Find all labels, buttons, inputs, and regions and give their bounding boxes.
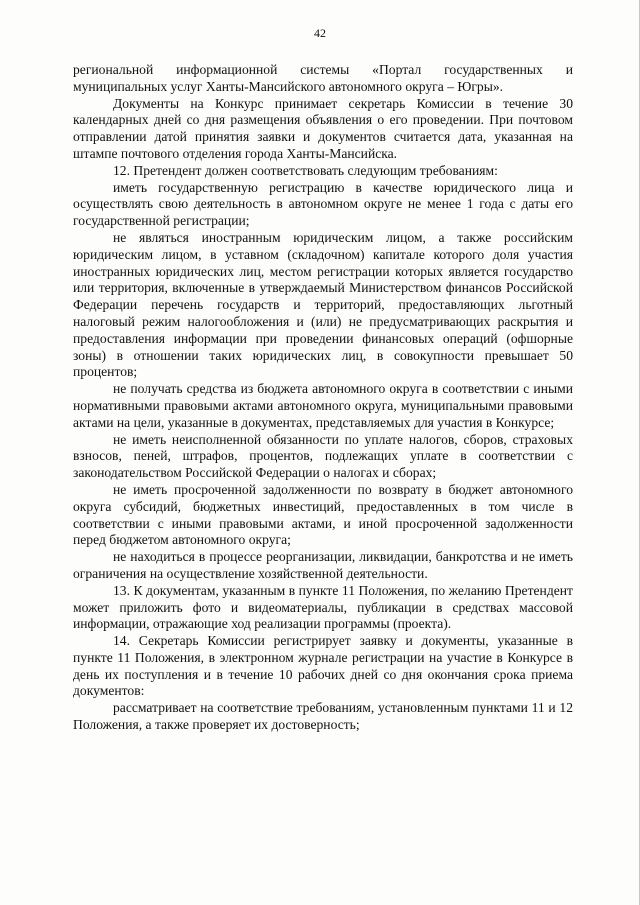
paragraph: 13. К документам, указанным в пункте 11 Положения, по желанию Претендент может приложить фото и видеоматериалы, публикации в средствах массовой информации, отражающие ход реализации программы (проекта). bbox=[73, 582, 573, 632]
paragraph: иметь государственную регистрацию в качестве юридического лица и осуществлять свою деятельность в автономном округе не менее 1 года с даты его государственной регистрации; bbox=[73, 179, 573, 229]
paragraph: не иметь неисполненной обязанности по уплате налогов, сборов, страховых взносов, пеней, штрафов, процентов, подлежащих уплате в соответствии с законодательством Российской Федерации о налогах и сборах; bbox=[73, 431, 573, 481]
paragraph: 12. Претендент должен соответствовать следующим требованиям: bbox=[113, 162, 498, 178]
paragraph: рассматривает на соответствие требованиям, установленным пунктами 11 и 12 Положения, а также проверяет их достоверность; bbox=[73, 700, 573, 733]
paragraph: региональной информационной системы «Портал государственных и муниципальных услуг Ханты-Мансийского автономного округа – Югры». bbox=[73, 62, 573, 94]
paragraph: не являться иностранным юридическим лицом, а также российским юридическим лицом, в уставном (складочном) капитале которого доля участия иностранных юридических лиц, местом регистрации которых является государство или территория, включенные в утверждаемый Министерством финансов Российской Федерации перечень государств и территорий, предоставляющих льготный налоговый режим налогообложения и (или) не предусматривающих раскрытия и предоставления информации при проведении финансовых операций (офшорные зоны) в отношении таких юридических лиц, в совокупности превышает 50 процентов; bbox=[73, 229, 573, 380]
paragraph: Документы на Конкурс принимает секретарь Комиссии в течение 30 календарных дней со дня размещения объявления о его проведении. При почтовом отправлении датой принятия заявки и документов считается дата, указанная на штампе почтового отделения города Ханты-Мансийска. bbox=[73, 95, 573, 161]
paragraph: не иметь просроченной задолженности по возврату в бюджет автономного округа субсидий, бюджетных инвестиций, предоставленных в том числе в соответствии с иными правовыми актами, и иной просроченной задолженности перед бюджетом автономного округа; bbox=[73, 481, 573, 548]
paragraph: не находиться в процессе реорганизации, ликвидации, банкротства и не иметь ограничения на осуществление хозяйственной деятельности. bbox=[73, 549, 573, 581]
paragraph: не получать средства из бюджета автономного округа в соответствии с иными нормативными правовыми актами автономного округа, муниципальными правовыми актами на цели, указанные в документах, представляемых для участия в Конкурсе; bbox=[73, 381, 573, 430]
paragraph: 14. Секретарь Комиссии регистрирует заявку и документы, указанные в пункте 11 Положения, в электронном журнале регистрации на участие в Конкурсе в день их поступления и в течение 10 рабочих дней со дня окончания срока приема документов: bbox=[73, 633, 573, 699]
page-number: 42 bbox=[314, 26, 326, 40]
document-body bbox=[73, 62, 573, 734]
